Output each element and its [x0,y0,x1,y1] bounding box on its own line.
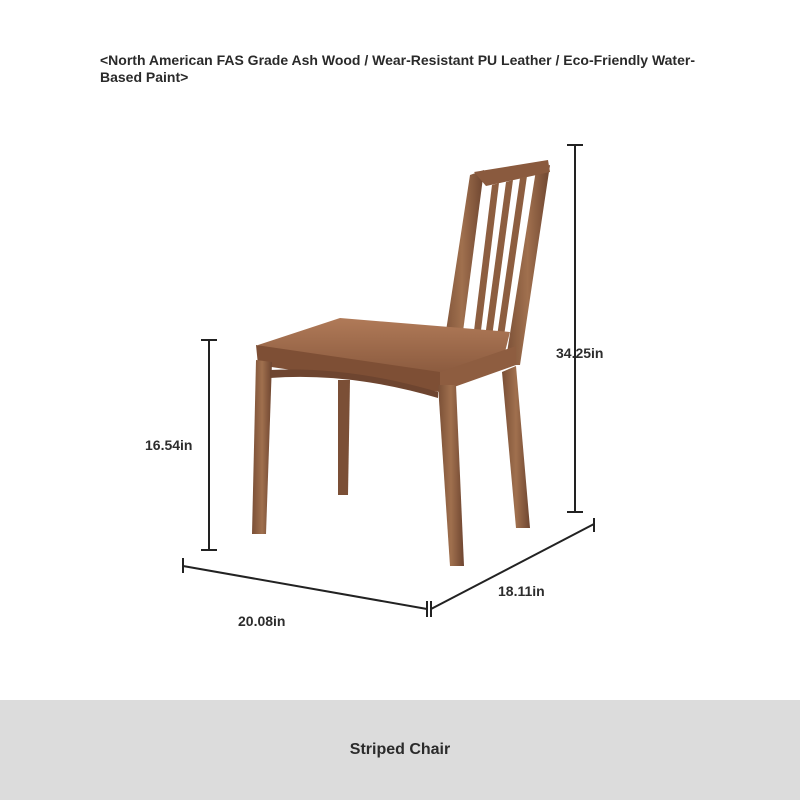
product-name-bar [0,700,800,800]
width-label: 20.08in [238,613,286,629]
seat-height-label: 16.54in [145,437,193,453]
chair-image [252,160,550,566]
materials-description: <North American FAS Grade Ash Wood / Wear-Resistant PU Leather / Eco-Friendly Water-Based Paint> [100,52,695,85]
product-name: Striped Chair [349,741,451,758]
chair-rear-leg-right [502,366,530,528]
depth-label: 18.11in [498,583,545,599]
chair-front-leg-right [438,385,464,566]
chair-front-leg-left [252,360,272,534]
width-dimension-line [183,566,427,609]
height-label: 34.25in [556,345,604,361]
chair-rear-leg-far [338,380,350,495]
